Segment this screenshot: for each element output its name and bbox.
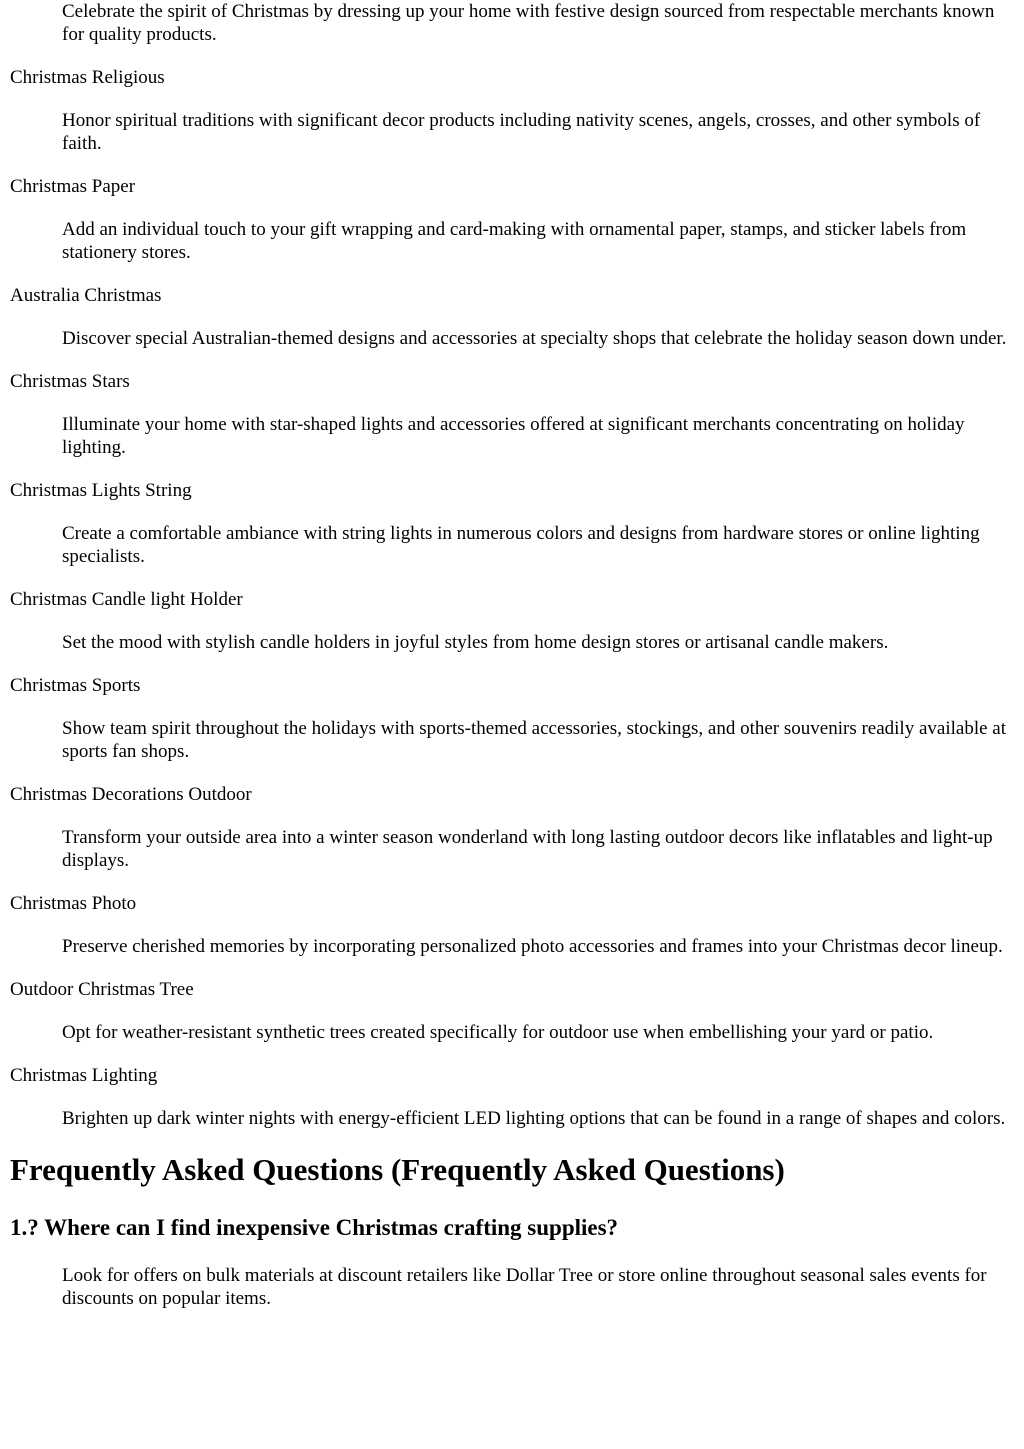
term-christmas-stars: Christmas Stars [10,371,130,392]
term-christmas-lighting: Christmas Lighting [10,1065,158,1086]
description-christmas-religious: Honor spiritual traditions with significant decor products including nativity scenes, angels, crosses, and other symbols of faith. [62,110,981,154]
term-outdoor-christmas-tree: Outdoor Christmas Tree [10,979,194,1000]
term-christmas-religious: Christmas Religious [10,67,165,88]
term-christmas-decorations-outdoor: Christmas Decorations Outdoor [10,784,252,805]
faq-question: 1.? Where can I find inexpensive Christmas crafting supplies? [10,1215,619,1240]
term-christmas-sports: Christmas Sports [10,675,141,696]
term-christmas-paper: Christmas Paper [10,176,136,197]
term-christmas-lights-string: Christmas Lights String [10,480,192,501]
description-christmas-decorations-outdoor: Transform your outside area into a winter season wonderland with long lasting outdoor decors like inflatables and light-up displays. [62,827,993,871]
description-christmas-candle-light-holder: Set the mood with stylish candle holders in joyful styles from home design stores or artisanal candle makers. [62,632,889,653]
faq-heading: Frequently Asked Questions (Frequently Asked Questions) [10,1152,785,1187]
description-christmas-photo: Preserve cherished memories by incorporating personalized photo accessories and frames into your Christmas decor lineup. [62,936,1003,957]
description-christmas-stars: Illuminate your home with star-shaped lights and accessories offered at significant merchants concentrating on holiday lighting. [62,414,965,458]
term-australia-christmas: Australia Christmas [10,285,162,306]
description-christmas-lights-string: Create a comfortable ambiance with string lights in numerous colors and designs from hardware stores or online lighting specialists. [62,523,980,567]
intro-description: Celebrate the spirit of Christmas by dressing up your home with festive design sourced from respectable merchants known for quality products. [62,1,995,45]
description-christmas-paper: Add an individual touch to your gift wrapping and card-making with ornamental paper, stamps, and sticker labels from stationery stores. [62,219,967,263]
description-christmas-lighting: Brighten up dark winter nights with energy-efficient LED lighting options that can be found in a range of shapes and colors. [62,1108,1006,1129]
description-outdoor-christmas-tree: Opt for weather-resistant synthetic trees created specifically for outdoor use when embellishing your yard or patio. [62,1022,934,1043]
faq-answer: Look for offers on bulk materials at discount retailers like Dollar Tree or store online throughout seasonal sales events for discounts on popular items. [62,1265,987,1309]
term-christmas-candle-light-holder: Christmas Candle light Holder [10,589,243,610]
definition-list [10,46,1014,1130]
description-christmas-sports: Show team spirit throughout the holidays with sports-themed accessories, stockings, and other souvenirs readily available at sports fan shops. [62,718,1006,762]
term-christmas-photo: Christmas Photo [10,893,137,914]
description-australia-christmas: Discover special Australian-themed designs and accessories at specialty shops that celebrate the holiday season down under. [62,328,1007,349]
